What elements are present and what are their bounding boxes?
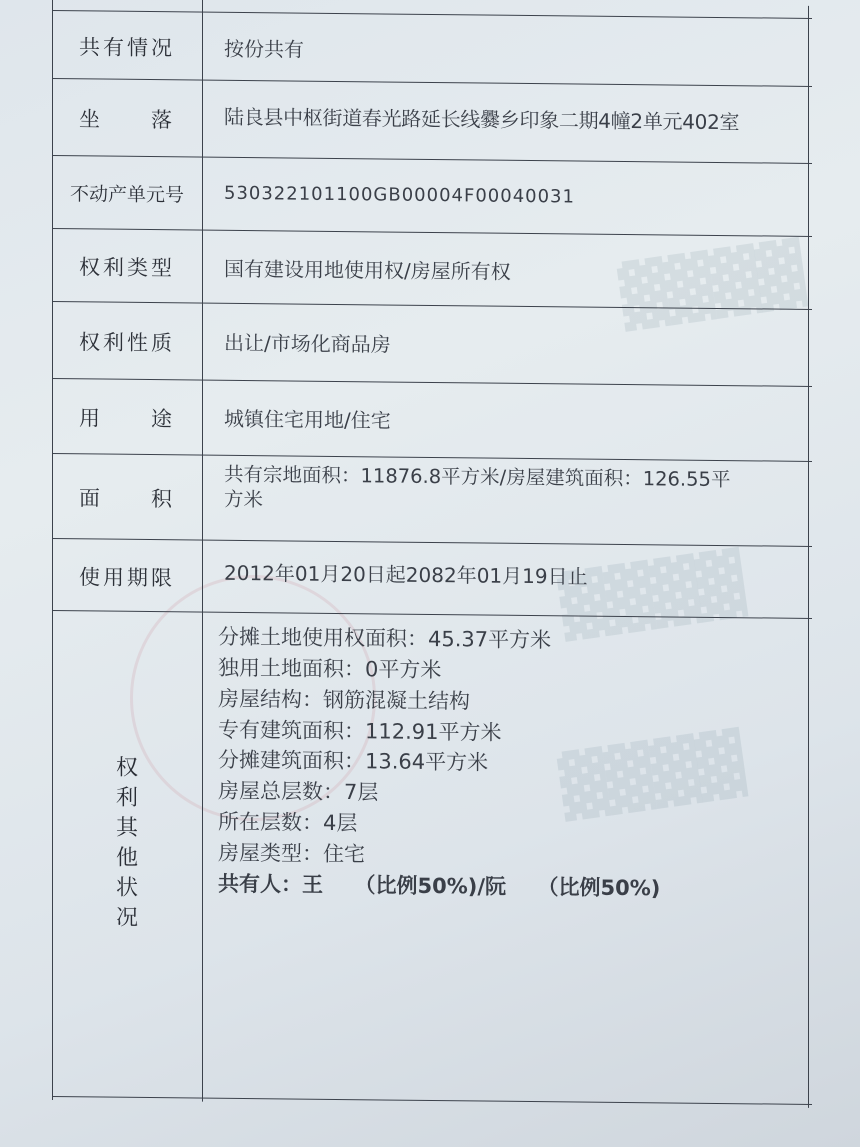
label-char: 他: [115, 845, 138, 871]
label-unit-number: 不动产单元号: [69, 182, 184, 206]
property-certificate-table: [52, 0, 812, 1108]
label-char: 其: [115, 815, 138, 841]
other-rights-line: 专有建筑面积：112.91平方米: [218, 717, 502, 745]
other-rights-line: 房屋类型：住宅: [218, 840, 365, 867]
label-area: 面 积: [79, 486, 175, 512]
value-term: 2012年01月20日起2082年01月19日止: [224, 560, 588, 589]
label-right-nature: 权利性质: [79, 330, 175, 356]
label-co-ownership: 共有情况: [79, 35, 175, 61]
other-rights-line: 所在层数：4层: [218, 809, 358, 836]
label-right-type: 权利类型: [79, 255, 175, 281]
watermark-text: ▓▓▓▓: [556, 547, 749, 643]
value-unit-number: 530322101100GB00004F00040031: [224, 182, 575, 208]
watermark-text: ▓▓▓▓: [556, 727, 749, 823]
value-location: 陆良县中枢街道春光路延长线爨乡印象二期4幢2单元402室: [224, 104, 740, 135]
other-rights-line: 房屋总层数：7层: [218, 779, 379, 805]
value-right-type: 国有建设用地使用权/房屋所有权: [224, 256, 511, 284]
label-char: 状: [115, 875, 138, 901]
label-location: 坐 落: [79, 107, 175, 133]
watermark-text: ▓▓▓▓: [616, 237, 809, 333]
label-term: 使用期限: [79, 564, 175, 590]
other-rights-line: 分摊土地使用权面积：45.37平方米: [218, 624, 552, 653]
label-char: 权: [115, 755, 138, 781]
value-area: 共有宗地面积：11876.8平方米/房屋建筑面积：126.55平 方米: [224, 462, 731, 512]
label-other-rights: [52, 753, 202, 934]
label-usage: 用 途: [79, 406, 175, 432]
other-rights-line: 房屋结构：钢筋混凝土结构: [218, 686, 470, 714]
value-usage: 城镇住宅用地/住宅: [224, 406, 391, 433]
other-rights-list: [218, 622, 660, 904]
other-rights-line: 共有人：王 （比例50%)/阮 （比例50%): [218, 871, 661, 901]
label-char: 利: [115, 785, 138, 811]
other-rights-line: 独用土地面积：0平方米: [218, 655, 442, 682]
value-right-nature: 出让/市场化商品房: [224, 330, 391, 357]
label-char: 况: [115, 905, 138, 931]
other-rights-line: 分摊建筑面积：13.64平方米: [218, 748, 489, 776]
value-co-ownership: 按份共有: [224, 36, 304, 62]
